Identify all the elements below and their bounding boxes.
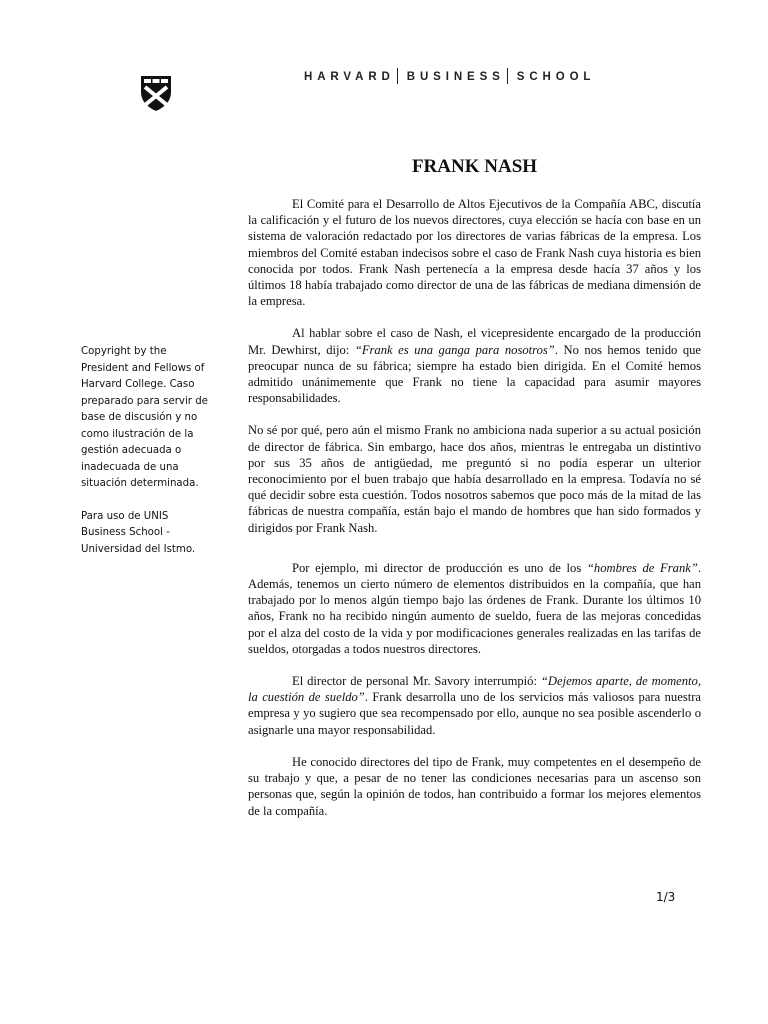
masthead	[304, 68, 684, 84]
harvard-shield-icon	[139, 74, 173, 112]
masthead-harvard: HARVARD	[304, 71, 395, 83]
paragraph-text: El director de personal Mr. Savory interrumpió:	[292, 674, 541, 689]
paragraph	[248, 673, 701, 738]
masthead-school: SCHOOL	[516, 71, 596, 83]
quote: “hombres de Frank”	[586, 560, 698, 575]
sidebar-notes	[81, 344, 209, 574]
usage-note: Para uso de UNIS Business School - Universidad del Istmo.	[81, 510, 196, 555]
paragraph-text: Por ejemplo, mi director de producción es uno de los	[292, 560, 587, 575]
paragraph	[248, 325, 701, 406]
paragraph-text: . No nos hemos tenido que preocupar nunca de su fábrica; siempre ha estado bien dirigida. En el Comité hemos admitido unánimemente que Frank no tiene la capacidad para asumir mayores responsabilidades.	[248, 342, 702, 406]
masthead-divider	[507, 68, 508, 84]
masthead-business: BUSINESS	[406, 71, 505, 83]
masthead-divider	[397, 68, 398, 84]
paragraph-text: . Además, tenemos un cierto número de elementos distribuidos en la compañía, que han trabajado por lo menos algún tiempo bajo las órdenes de Frank. Durante los últimos 10 años, Frank no ha recibido ningún aumento de sueldo, fuera de las mejoras concedidas por el alza del costo de la vida y por modificaciones generales realizadas en las tarifas de sueldos, otorgadas a todos nuestros directores.	[248, 560, 701, 656]
paragraph: El Comité para el Desarrollo de Altos Ejecutivos de la Compañía ABC, discutía la calificación y el futuro de los nuevos directores, cuya elección se hacía con base en un sistema de valoración redactado por los directores de varias fábricas de la empresa. Los miembros del Comité estaban indecisos sobre el caso de Frank Nash cuya historia es bien conocida por todos. Frank Nash pertenecía a la empresa desde hacía 37 años y los últimos 18 había trabajado como director de una de las fábricas de mediana dimensión de la empresa.	[248, 197, 701, 309]
paragraph: He conocido directores del tipo de Frank, muy competentes en el desempeño de su trabajo y que, a pesar de no tener las condiciones necesarias para un ascenso son personas que, según la opinión de todos, han contribuido a formar los mejores elementos de la compañía.	[248, 754, 701, 818]
paragraph	[248, 560, 701, 657]
paragraph-text: Al hablar sobre el caso de Nash, el vicepresidente encargado de la producción Mr. Dewhirst, dijo:	[248, 326, 701, 357]
paragraph: No sé por qué, pero aún el mismo Frank no ambiciona nada superior a su actual posición de director de fábrica. Sin embargo, hace dos años, mientras le entregaba un distintivo por sus 35 años de antigüedad, me preguntó si no podía esperar un ulterior reconocimiento por el buen trabajo que había desarrollado en la empresa. Todavía no sé qué decidir sobre esta cuestión. Todos nosotros sabemos que poco más de la mitad de las fábricas de nuestra compañía, están bajo el mando de hombres que han sido formados y dirigidos por Frank Nash.	[248, 423, 701, 535]
page-number: 1/3	[656, 890, 676, 904]
case-body	[248, 196, 701, 835]
paragraph-text: . Frank desarrolla uno de los servicios más valiosos para nuestra empresa y yo sugiero que sea recompensado por ello, aunque no sea posible ascenderlo o asignarle una mayor responsabilidad.	[248, 690, 701, 737]
quote: “Dejemos aparte, de momento, la cuestión de sueldo”	[248, 674, 702, 705]
quote: “Frank es una ganga para nosotros”	[354, 342, 555, 357]
document-title: FRANK NASH	[411, 156, 538, 177]
copyright-note: Copyright by the President and Fellows of Harvard College. Caso preparado para servir de base de discusión y no como ilustración de la gestión adecuada o inadecuada de una situación determinada.	[81, 346, 208, 489]
